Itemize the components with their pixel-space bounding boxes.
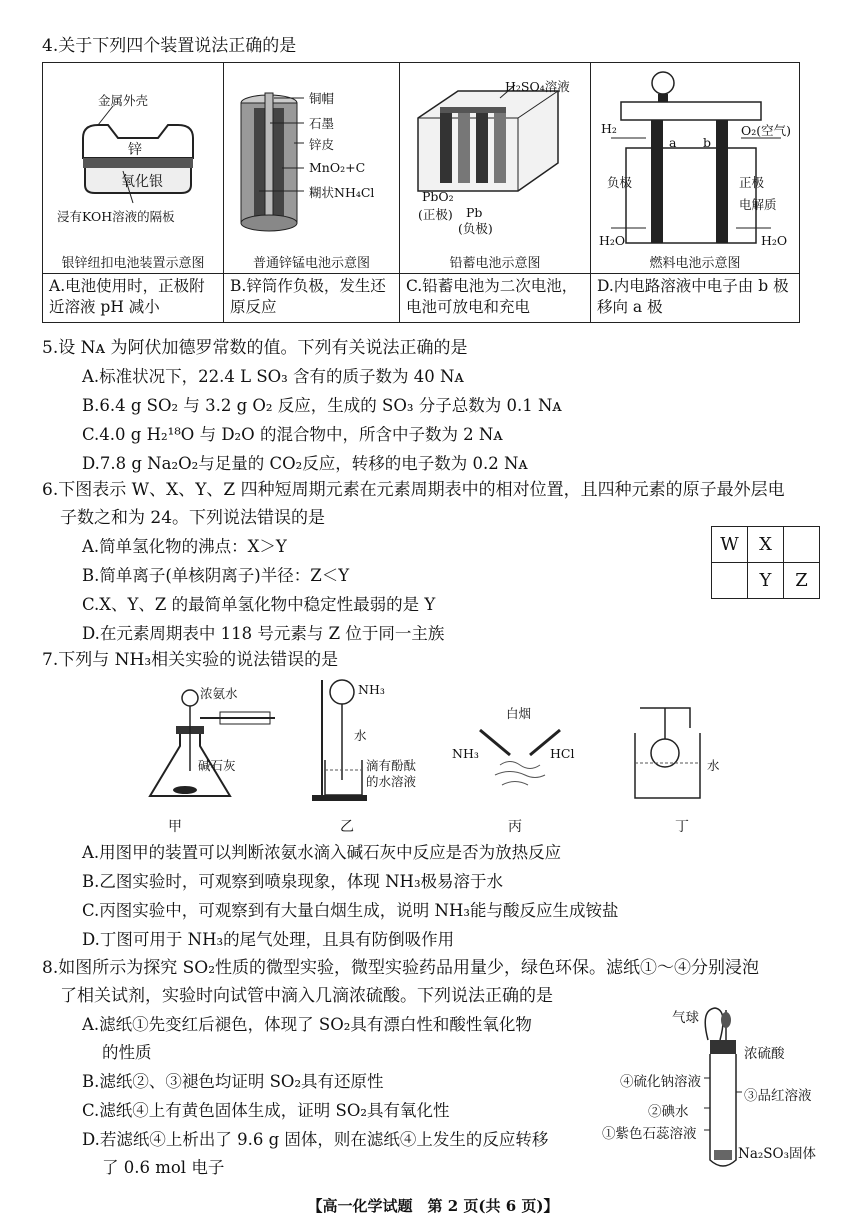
label-na2so3-solid: Na₂SO₃固体 <box>738 1146 817 1162</box>
label-nh4cl: 糊状NH₄Cl <box>309 185 375 200</box>
grid-cell-w: W <box>712 527 748 563</box>
q4-stem: 4.关于下列四个装置说法正确的是 <box>42 36 297 56</box>
q5-option-d[interactable]: D.7.8 g Na₂O₂与足量的 CO₂反应，转移的电子数为 0.2 Nᴀ <box>82 454 528 473</box>
label-graphite: 石墨 <box>309 116 335 131</box>
grid-cell-empty-1 <box>784 527 820 563</box>
q7-option-b[interactable]: B.乙图实验时，可观察到喷泉现象，体现 NH₃极易溶于水 <box>82 872 504 891</box>
bing-drawing <box>450 680 590 790</box>
q8-option-a[interactable]: A.滤纸①先变红后褪色，体现了 SO₂具有漂白性和酸性氧化物 <box>82 1015 532 1034</box>
label-nh3-flask: NH₃ <box>358 682 385 697</box>
caption-lead-battery: 铅蓄电池示意图 <box>449 256 541 271</box>
label-magenta-paper: ③品红溶液 <box>744 1088 812 1104</box>
fuel-cell-drawing <box>591 63 801 253</box>
caption-zinc-manganese: 普通锌锰电池示意图 <box>252 256 370 271</box>
q5-stem: 5.设 Nᴀ 为阿伏加德罗常数的值。下列有关说法正确的是 <box>42 338 468 358</box>
label-water-beaker: 水 <box>707 758 720 773</box>
q5-option-a[interactable]: A.标准状况下，22.4 L SO₃ 含有的质子数为 40 Nᴀ <box>82 367 464 386</box>
label-h2so4: H₂SO₄溶液 <box>505 79 570 94</box>
label-phenolphthalein: 滴有酚酞 <box>366 758 417 773</box>
label-hcl-rod: HCl <box>550 746 575 761</box>
q6-stem-line1: 6.下图表示 W、X、Y、Z 四种短周期元素在元素周期表中的相对位置，且四种元素的原子最外层电 <box>42 480 785 500</box>
q8-option-a-cont: 的性质 <box>102 1043 152 1062</box>
q7-fig-bing <box>450 680 590 836</box>
label-positive-pole: 正极 <box>739 175 765 190</box>
label-nh3-rod: NH₃ <box>452 746 479 761</box>
q7-fig-ding <box>625 698 735 836</box>
grid-cell-x: X <box>748 527 784 563</box>
q7-option-c[interactable]: C.丙图实验中，可观察到有大量白烟生成，说明 NH₃能与酸反应生成铵盐 <box>82 901 619 920</box>
grid-cell-y: Y <box>748 563 784 599</box>
grid-cell-z: Z <box>784 563 820 599</box>
caption-jia: 甲 <box>168 819 182 835</box>
label-litmus-paper: ①紫色石蕊溶液 <box>602 1126 697 1142</box>
label-negative-pole: 负极 <box>607 175 633 190</box>
q6-periodic-grid <box>711 526 820 599</box>
label-balloon: 气球 <box>672 1010 699 1026</box>
q6-option-d[interactable]: D.在元素周期表中 118 号元素与 Z 位于同一主族 <box>82 624 445 643</box>
q7-option-a[interactable]: A.用图甲的装置可以判断浓氨水滴入碱石灰中反应是否为放热反应 <box>82 843 562 862</box>
q4-option-d[interactable]: D.内电路溶液中电子由 b 极移向 a 极 <box>591 274 800 323</box>
label-soda-lime: 碱石灰 <box>198 758 236 773</box>
q5-option-c[interactable]: C.4.0 g H₂¹⁸O 与 D₂O 的混合物中，所含中子数为 2 Nᴀ <box>82 425 503 444</box>
q8-stem-line2: 了相关试剂，实验时向试管中滴入几滴浓硫酸。下列说法正确的是 <box>60 986 553 1006</box>
q4-fig-fuel-cell <box>591 63 799 273</box>
grid-cell-empty-2 <box>712 563 748 599</box>
label-aqueous-solution: 的水溶液 <box>366 774 417 789</box>
label-zinc-skin: 锌皮 <box>309 137 335 152</box>
label-electrode-b: b <box>703 135 712 150</box>
label-negative: (负极) <box>458 221 493 236</box>
label-h2o-right: H₂O <box>761 233 788 248</box>
page-footer: 【高一化学试题 第 2 页(共 6 页)】 <box>307 1197 559 1215</box>
label-mno2: MnO₂+C <box>309 160 366 175</box>
q4-option-c[interactable]: C.铅蓄电池为二次电池，电池可放电和充电 <box>400 274 591 323</box>
label-electrode-a: a <box>669 135 677 150</box>
caption-button-cell: 银锌纽扣电池装置示意图 <box>61 256 205 271</box>
q8-stem-line1: 8.如图所示为探究 SO₂性质的微型实验，微型实验药品用量少，绿色环保。滤纸①～④分别浸泡 <box>42 958 760 978</box>
label-ammonia-water: 浓氨水 <box>200 686 238 701</box>
ding-drawing <box>625 698 735 808</box>
label-positive: (正极) <box>418 207 453 222</box>
q4-fig-zinc-manganese <box>224 63 399 273</box>
label-zinc: 锌 <box>128 142 142 158</box>
q7-stem: 7.下列与 NH₃相关实验的说法错误的是 <box>42 650 339 670</box>
label-pbo2: PbO₂ <box>422 189 454 204</box>
label-h2: H₂ <box>601 121 617 136</box>
q8-option-c[interactable]: C.滤纸④上有黄色固体生成，证明 SO₂具有氧化性 <box>82 1101 450 1120</box>
q8-option-d-cont: 了 0.6 mol 电子 <box>102 1158 225 1177</box>
q6-option-a[interactable]: A.简单氢化物的沸点：X＞Y <box>82 537 287 556</box>
label-conc-h2so4: 浓硫酸 <box>744 1046 785 1062</box>
label-h2o-left: H₂O <box>599 233 626 248</box>
q7-option-d[interactable]: D.丁图可用于 NH₃的尾气处理，且具有防倒吸作用 <box>82 930 455 949</box>
q4-fig-lead-battery <box>400 63 590 273</box>
label-copper-cap: 铜帽 <box>309 91 335 106</box>
label-white-smoke: 白烟 <box>506 706 532 721</box>
caption-ding: 丁 <box>675 819 689 835</box>
q8-option-d[interactable]: D.若滤纸④上析出了 9.6 g 固体，则在滤纸④上发生的反应转移 <box>82 1130 549 1149</box>
label-na2s-paper: ④硫化钠溶液 <box>620 1074 701 1090</box>
label-pb: Pb <box>466 205 483 220</box>
q8-figure <box>600 1000 830 1185</box>
label-iodine-paper: ②碘水 <box>648 1104 689 1120</box>
label-electrolyte: 电解质 <box>739 197 777 212</box>
q5-option-b[interactable]: B.6.4 g SO₂ 与 3.2 g O₂ 反应，生成的 SO₃ 分子总数为 0.1 Nᴀ <box>82 396 562 415</box>
label-metal-shell: 金属外壳 <box>98 93 149 108</box>
label-o2-air: O₂(空气) <box>741 123 792 138</box>
q4-device-table <box>42 62 800 323</box>
q4-option-a[interactable]: A.电池使用时，正极附近溶液 pH 减小 <box>43 274 224 323</box>
q6-stem-line2: 子数之和为 24。下列说法错误的是 <box>60 508 326 528</box>
label-silver-oxide: 氧化银 <box>121 174 163 190</box>
q6-option-c[interactable]: C.X、Y、Z 的最简单氢化物中稳定性最弱的是 Y <box>82 595 436 614</box>
q4-fig-button-cell <box>43 63 223 273</box>
q6-option-b[interactable]: B.简单离子(单核阴离子)半径：Z＜Y <box>82 566 350 585</box>
label-separator: 浸有KOH溶液的隔板 <box>57 209 175 224</box>
caption-bing: 丙 <box>508 819 522 835</box>
q4-option-b[interactable]: B.锌筒作负极，发生还原反应 <box>224 274 400 323</box>
q8-option-b[interactable]: B.滤纸②、③褪色均证明 SO₂具有还原性 <box>82 1072 384 1091</box>
label-water-dropper: 水 <box>354 728 367 743</box>
caption-yi: 乙 <box>340 819 354 835</box>
q7-fig-jia <box>140 676 300 836</box>
q7-fig-yi <box>310 670 440 836</box>
caption-fuel-cell: 燃料电池示意图 <box>649 256 741 271</box>
